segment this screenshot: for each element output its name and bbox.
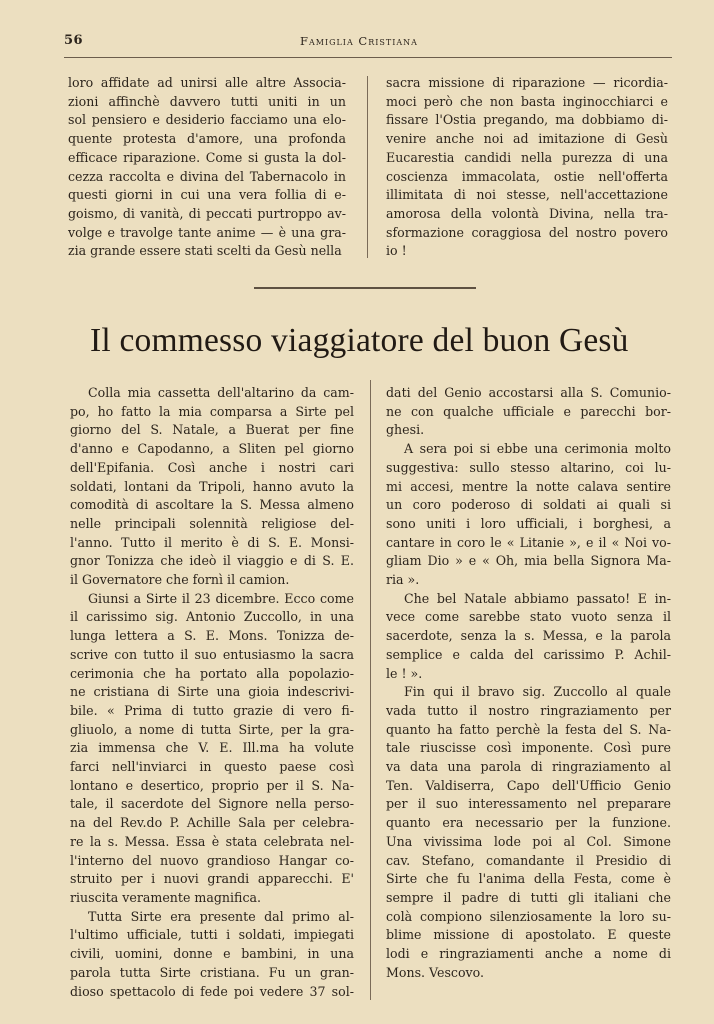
text-line: moci però che non basta inginocchiarci e xyxy=(386,93,668,109)
text-line: sol pensiero e desiderio facciamo una elo- xyxy=(68,112,346,128)
text-line: giorno del S. Natale, a Buerat per fine xyxy=(70,422,354,438)
text-line: un coro poderoso di soldati ai quali si xyxy=(386,497,671,513)
text-line: sempre il padre di tutti gli italiani che xyxy=(386,889,671,905)
text-line: civili, uomini, donne e bambini, in una xyxy=(70,946,354,962)
text-line: Giunsi a Sirte il 23 dicembre. Ecco come xyxy=(88,590,354,606)
text-line: le ! ». xyxy=(386,665,423,681)
text-line: Mons. Vescovo. xyxy=(386,964,485,980)
text-line: io ! xyxy=(386,243,407,259)
text-line: A sera poi si ebbe una cerimonia molto xyxy=(404,441,671,457)
text-line: l'anno. Tutto il merito è di S. E. Monsi- xyxy=(70,534,354,550)
text-line: Eucarestia candidi nella purezza di una xyxy=(386,149,668,165)
text-line: questi giorni in cui una vera follia di e- xyxy=(68,187,346,203)
text-line: vece come sarebbe stato vuoto senza il xyxy=(386,609,671,625)
top-right-column xyxy=(386,74,668,261)
text-line: sacerdote, senza la s. Messa, e la parola xyxy=(386,628,671,644)
text-line: lontano e desertico, proprio per il S. Na- xyxy=(70,777,354,793)
text-line: sacra missione di riparazione — ricordia- xyxy=(386,75,668,90)
text-line: venire anche noi ad imitazione di Gesù xyxy=(386,131,668,147)
text-line: mi accesi, mentre la notte calava sentire xyxy=(386,478,671,494)
text-line: parola tutta Sirte cristiana. Fu un gran- xyxy=(70,964,354,980)
header-rule xyxy=(64,57,672,58)
text-line: cerimonia che ha portato alla popolazio- xyxy=(70,665,354,681)
text-line: il carissimo sig. Antonio Zuccollo, in una xyxy=(70,609,354,625)
text-line: Una vivissima lode poi al Col. Simone xyxy=(386,833,671,849)
text-line: dioso spettacolo di fede poi vedere 37 sol- xyxy=(70,983,354,999)
text-line: Tutta Sirte era presente dal primo al- xyxy=(88,908,354,924)
text-line: nelle principali solennità religiose del- xyxy=(70,515,354,531)
text-line: d'anno e Capodanno, a Sliten pel giorno xyxy=(70,441,354,457)
text-line: fissare l'Ostia pregando, ma dobbiamo di- xyxy=(386,112,668,128)
text-line: semplice e calda del carissimo P. Achil- xyxy=(386,646,671,662)
text-line: riuscita veramente magnifica. xyxy=(70,889,262,905)
text-line: zioni affinchè davvero tutti uniti in un xyxy=(68,93,346,109)
text-line: na del Rev.do P. Achille Sala per celebra- xyxy=(70,815,354,831)
text-line: struito per i nuovi grandi apparecchi. E' xyxy=(70,871,354,887)
text-line: efficace riparazione. Come si gusta la dol- xyxy=(68,149,346,165)
text-line: illimitata di noi stesse, nell'accettazione xyxy=(386,187,668,203)
text-line: gnor Tonizza che ideò il viaggio e di S. E. xyxy=(70,553,354,569)
text-line: ne con qualche ufficiale e parecchi bor- xyxy=(386,403,671,419)
page-header xyxy=(64,33,674,51)
text-line: zia immensa che V. E. Ill.ma ha volute xyxy=(70,740,354,756)
text-line: lunga lettera a S. E. Mons. Tonizza de- xyxy=(70,628,354,644)
column-divider-top xyxy=(367,76,368,258)
text-line: va data una parola di ringraziamento al xyxy=(386,759,671,775)
text-line: sformazione coraggiosa del nostro povero xyxy=(386,224,668,240)
text-line: Colla mia cassetta dell'altarino da cam- xyxy=(88,385,354,400)
text-line: Fin qui il bravo sig. Zuccollo al quale xyxy=(404,684,671,700)
text-line: po, ho fatto la mia comparsa a Sirte pel xyxy=(70,403,354,419)
text-line: dati del Genio accostarsi alla S. Comunio- xyxy=(386,385,671,400)
section-separator xyxy=(254,287,476,289)
text-line: colà compiono silenziosamente la loro su- xyxy=(386,908,671,924)
text-line: quente protesta d'amore, una profonda xyxy=(68,131,346,147)
text-line: suggestiva: sullo stesso altarino, coi lu- xyxy=(386,459,671,475)
text-line: ne cristiana di Sirte una gioia indescrivi- xyxy=(70,684,354,700)
text-line: soldati, lontani da Tripoli, hanno avuto la xyxy=(70,478,354,494)
column-divider-bottom xyxy=(370,380,371,1000)
text-line: farci nell'inviarci in questo paese così xyxy=(70,759,354,775)
text-line: il Governatore che fornì il camion. xyxy=(70,572,290,588)
text-line: cantare in coro le « Litanie », e il « Noi vo- xyxy=(386,534,671,550)
text-line: blime missione di apostolato. E queste xyxy=(386,927,671,943)
article-title: Il commesso viaggiatore del buon Gesù xyxy=(90,322,629,359)
text-line: ghesi. xyxy=(386,422,425,438)
page-number: 56 xyxy=(64,33,84,48)
text-line: cezza raccolta e divina del Tabernacolo in xyxy=(68,168,346,184)
text-line: quanto era necessario per la funzione. xyxy=(386,815,671,831)
article-right-column xyxy=(386,384,671,983)
text-line: comodità di ascoltare la S. Messa almeno xyxy=(70,497,354,513)
text-line: lodi e ringraziamenti anche a nome di xyxy=(386,946,671,962)
top-left-column xyxy=(68,74,346,261)
text-line: quanto ha fatto perchè la festa del S. Na- xyxy=(386,721,671,737)
text-line: dell'Epifania. Così anche i nostri cari xyxy=(70,459,354,475)
text-line: Sirte che fu l'anima della Festa, come è xyxy=(386,871,671,887)
text-line: scrive con tutto il suo entusiasmo la sacra xyxy=(70,646,354,662)
text-line: l'ultimo ufficiale, tutti i soldati, impiegati xyxy=(70,927,354,943)
text-line: gliuolo, a nome di tutta Sirte, per la gra- xyxy=(70,721,354,737)
text-line: tale riuscisse così imponente. Così pure xyxy=(386,740,671,756)
running-head: Famiglia Cristiana xyxy=(300,34,418,48)
text-line: sono uniti i loro ufficiali, i borghesi, a xyxy=(386,515,671,531)
text-line: tale, il sacerdote del Signore nella perso- xyxy=(70,796,354,812)
text-line: Che bel Natale abbiamo passato! E in- xyxy=(404,590,671,606)
text-line: re la s. Messa. Essa è stata celebrata nel- xyxy=(70,833,354,849)
text-line: ria ». xyxy=(386,572,420,588)
text-line: per il suo interessamento nel preparare xyxy=(386,796,671,812)
text-line: zia grande essere stati scelti da Gesù nella xyxy=(68,243,342,259)
text-line: l'interno del nuovo grandioso Hangar co- xyxy=(70,852,354,868)
text-line: bile. « Prima di tutto grazie di vero fi- xyxy=(70,702,354,718)
text-line: coscienza immacolata, ostie nell'offerta xyxy=(386,168,668,184)
text-line: volge e travolge tante anime — è una gra- xyxy=(68,224,346,240)
text-line: goismo, di vanità, di peccati purtroppo av- xyxy=(68,205,346,221)
text-line: gliam Dio » e « Oh, mia bella Signora Ma- xyxy=(386,553,671,569)
article-left-column xyxy=(70,384,354,1001)
text-line: amorosa della volontà Divina, nella tra- xyxy=(386,205,668,221)
text-line: cav. Stefano, comandante il Presidio di xyxy=(386,852,671,868)
text-line: loro affidate ad unirsi alle altre Associa- xyxy=(68,75,346,90)
text-line: vada tutto il nostro ringraziamento per xyxy=(386,702,671,718)
text-line: Ten. Valdiserra, Capo dell'Ufficio Genio xyxy=(386,777,671,793)
